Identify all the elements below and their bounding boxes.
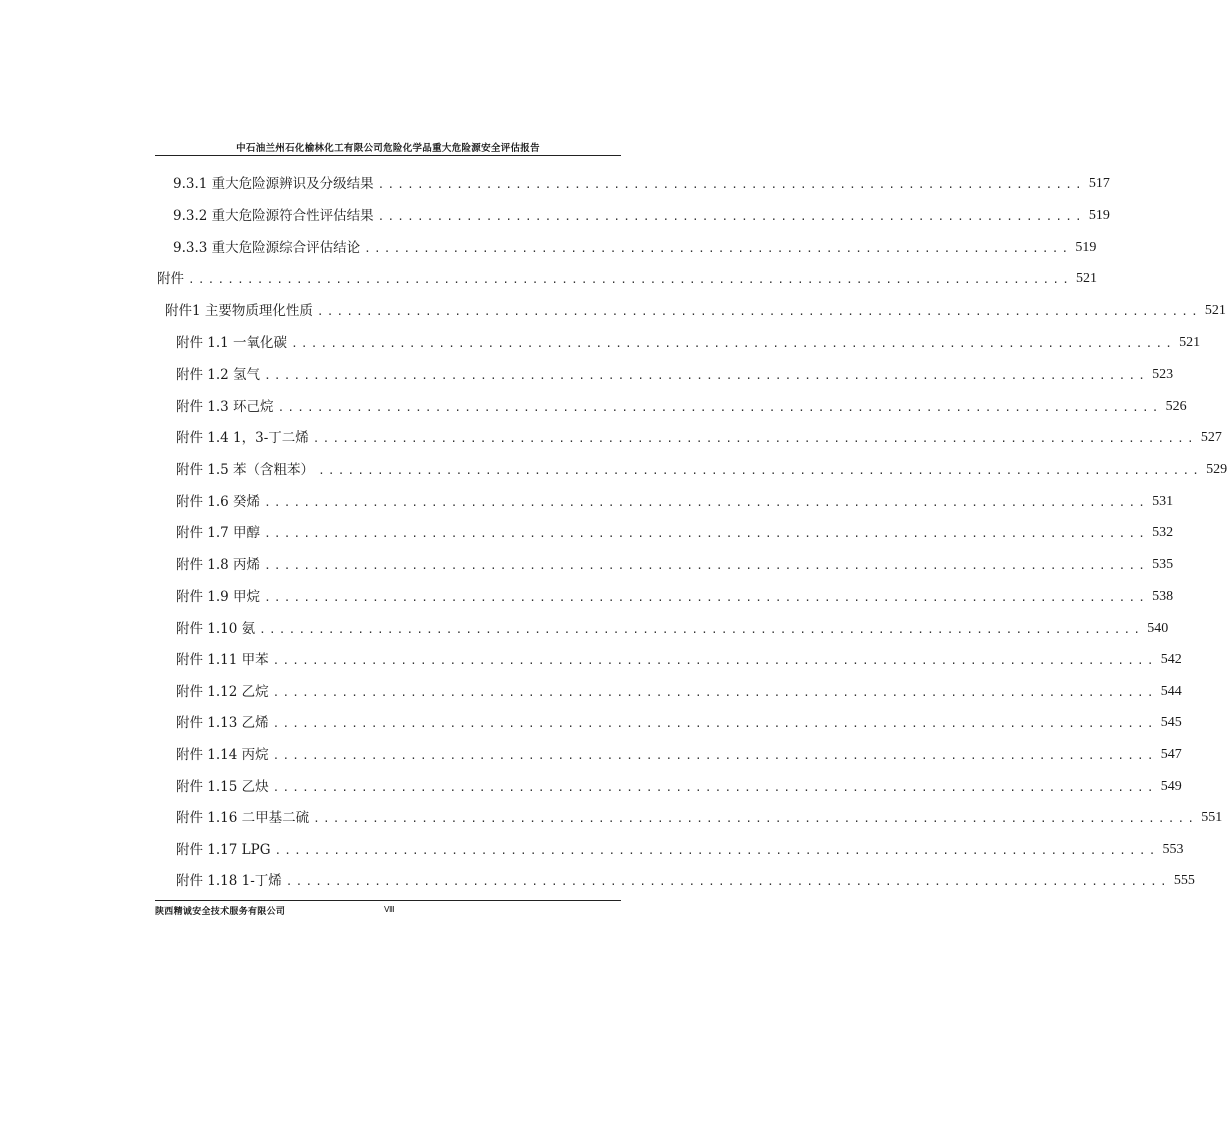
toc-leader-dots: .......................................................................................... <box>313 812 1198 825</box>
toc-entry-9-3-1[interactable] <box>173 171 1110 193</box>
toc-page-number: 519 <box>1088 208 1110 223</box>
toc-page-number: 553 <box>1162 842 1184 857</box>
toc-leader-dots: ........................................................................ <box>377 210 1085 223</box>
toc-page-number: 532 <box>1152 525 1174 540</box>
toc-page-number: 547 <box>1160 747 1182 762</box>
toc-leader-dots: .......................................................................................... <box>259 623 1144 636</box>
toc-page-number: 526 <box>1165 399 1187 414</box>
footer-rule <box>155 900 621 901</box>
toc-leader-dots: .......................................................................................... <box>264 369 1149 382</box>
toc-leader-dots: .......................................................................................... <box>277 401 1162 414</box>
toc-entry-appendix-1-2[interactable] <box>176 362 1174 384</box>
toc-leader-dots: .......................................................................................... <box>264 527 1149 540</box>
toc-entry-label: 附件 1.5 苯（含粗苯） <box>176 462 315 478</box>
toc-leader-dots: .......................................................................................... <box>272 749 1157 762</box>
toc-entry-label: 附件 1.12 乙烷 <box>176 684 269 700</box>
toc-entry-label: 附件 1.18 1-丁烯 <box>176 873 282 889</box>
toc-entry-label: 附件 1.7 甲醇 <box>176 525 261 541</box>
toc-entry-label: 附件 1.11 甲苯 <box>176 652 269 668</box>
toc-entry-appendix-1-14[interactable] <box>176 742 1182 764</box>
toc-leader-dots: ........................................................................ <box>377 178 1085 191</box>
toc-entry-appendix-1-13[interactable] <box>176 710 1182 732</box>
toc-page-number: 521 <box>1076 271 1098 286</box>
toc-entry-label: 附件 1.1 一氧化碳 <box>176 335 288 351</box>
toc-leader-dots: .......................................................................................... <box>272 686 1157 699</box>
footer-page-number: Ⅷ <box>384 905 395 914</box>
header-rule <box>155 155 621 156</box>
toc-page-number: 555 <box>1173 873 1195 888</box>
toc-entry-label: 附件 1.8 丙烯 <box>176 557 261 573</box>
toc-leader-dots: .......................................................................................... <box>274 844 1159 857</box>
toc-entry-label: 附件 1.6 癸烯 <box>176 494 261 510</box>
footer-company-name: 陕西精诚安全技术服务有限公司 <box>155 907 286 917</box>
toc-leader-dots: .......................................................................................... <box>318 464 1203 477</box>
toc-entry-9-3-3[interactable] <box>173 235 1097 257</box>
toc-entry-appendix-1-3[interactable] <box>176 394 1187 416</box>
toc-entry-label: 附件 1.17 LPG <box>176 842 271 858</box>
toc-page-number: 523 <box>1152 367 1174 382</box>
toc-page-number: 527 <box>1200 430 1222 445</box>
toc-page-number: 535 <box>1152 557 1174 572</box>
toc-leader-dots: .......................................................................................... <box>316 305 1201 318</box>
toc-leader-dots: .......................................................................................... <box>291 337 1176 350</box>
toc-entry-label: 附件 <box>157 271 184 287</box>
toc-page-number: 521 <box>1179 335 1201 350</box>
toc-leader-dots: .......................................................................................... <box>285 875 1170 888</box>
toc-leader-dots: .......................................................................................... <box>188 273 1073 286</box>
toc-entry-label: 9.3.3 重大危险源综合评估结论 <box>173 240 361 256</box>
toc-entry-9-3-2[interactable] <box>173 203 1110 225</box>
toc-entry-label: 附件 1.13 乙烯 <box>176 715 269 731</box>
page-header-title: 中石油兰州石化榆林化工有限公司危险化学品重大危险源安全评估报告 <box>236 143 540 154</box>
toc-page-number: 545 <box>1160 715 1182 730</box>
toc-page-number: 529 <box>1206 462 1227 477</box>
toc-page-number: 549 <box>1160 779 1182 794</box>
toc-leader-dots: .......................................................................................... <box>264 496 1149 509</box>
toc-entry-appendix-1-5[interactable] <box>176 457 1227 479</box>
toc-leader-dots: ........................................................................ <box>364 242 1072 255</box>
toc-entry-appendix-1-9[interactable] <box>176 584 1174 606</box>
toc-entry-appendix-1-6[interactable] <box>176 489 1174 511</box>
toc-page-number: 542 <box>1160 652 1182 667</box>
toc-entry-appendix-1-1[interactable] <box>176 330 1201 352</box>
toc-entry-appendix-1-8[interactable] <box>176 552 1174 574</box>
toc-entry-appendix-1-11[interactable] <box>176 647 1182 669</box>
toc-leader-dots: .......................................................................................... <box>312 432 1197 445</box>
toc-page-number: 521 <box>1204 303 1226 318</box>
toc-leader-dots: .......................................................................................... <box>272 654 1157 667</box>
toc-entry-label: 附件 1.4 1，3-丁二烯 <box>176 430 309 446</box>
toc-entry-appendix-1-15[interactable] <box>176 774 1182 796</box>
toc-page-number: 538 <box>1152 589 1174 604</box>
toc-entry-label: 附件 1.2 氢气 <box>176 367 261 383</box>
toc-entry-appendix[interactable] <box>157 266 1098 288</box>
toc-entry-label: 附件1 主要物质理化性质 <box>165 303 313 319</box>
toc-page-number: 531 <box>1152 494 1174 509</box>
toc-page-number: 519 <box>1075 240 1097 255</box>
toc-page-number: 544 <box>1160 684 1182 699</box>
toc-entry-appendix-1-16[interactable] <box>176 805 1223 827</box>
toc-entry-label: 附件 1.15 乙炔 <box>176 779 269 795</box>
toc-entry-label: 附件 1.10 氨 <box>176 621 256 637</box>
toc-page-number: 517 <box>1088 176 1110 191</box>
toc-entry-label: 附件 1.16 二甲基二硫 <box>176 810 310 826</box>
toc-entry-label: 9.3.1 重大危险源辨识及分级结果 <box>173 176 374 192</box>
toc-entry-label: 附件 1.9 甲烷 <box>176 589 261 605</box>
toc-page-number: 540 <box>1147 621 1169 636</box>
toc-entry-appendix-1-7[interactable] <box>176 520 1174 542</box>
toc-entry-label: 附件 1.14 丙烷 <box>176 747 269 763</box>
toc-entry-label: 附件 1.3 环己烷 <box>176 399 274 415</box>
toc-entry-appendix-1-10[interactable] <box>176 616 1169 638</box>
toc-entry-appendix-1-4[interactable] <box>176 425 1222 447</box>
toc-page-number: 551 <box>1201 810 1223 825</box>
toc-leader-dots: .......................................................................................... <box>264 591 1149 604</box>
toc-entry-appendix-1[interactable] <box>165 298 1226 320</box>
toc-leader-dots: .......................................................................................... <box>272 717 1157 730</box>
toc-leader-dots: .......................................................................................... <box>272 781 1157 794</box>
toc-entry-label: 9.3.2 重大危险源符合性评估结果 <box>173 208 374 224</box>
toc-entry-appendix-1-12[interactable] <box>176 679 1182 701</box>
toc-leader-dots: .......................................................................................... <box>264 559 1149 572</box>
toc-entry-appendix-1-18[interactable] <box>176 868 1195 890</box>
toc-entry-appendix-1-17[interactable] <box>176 837 1184 859</box>
